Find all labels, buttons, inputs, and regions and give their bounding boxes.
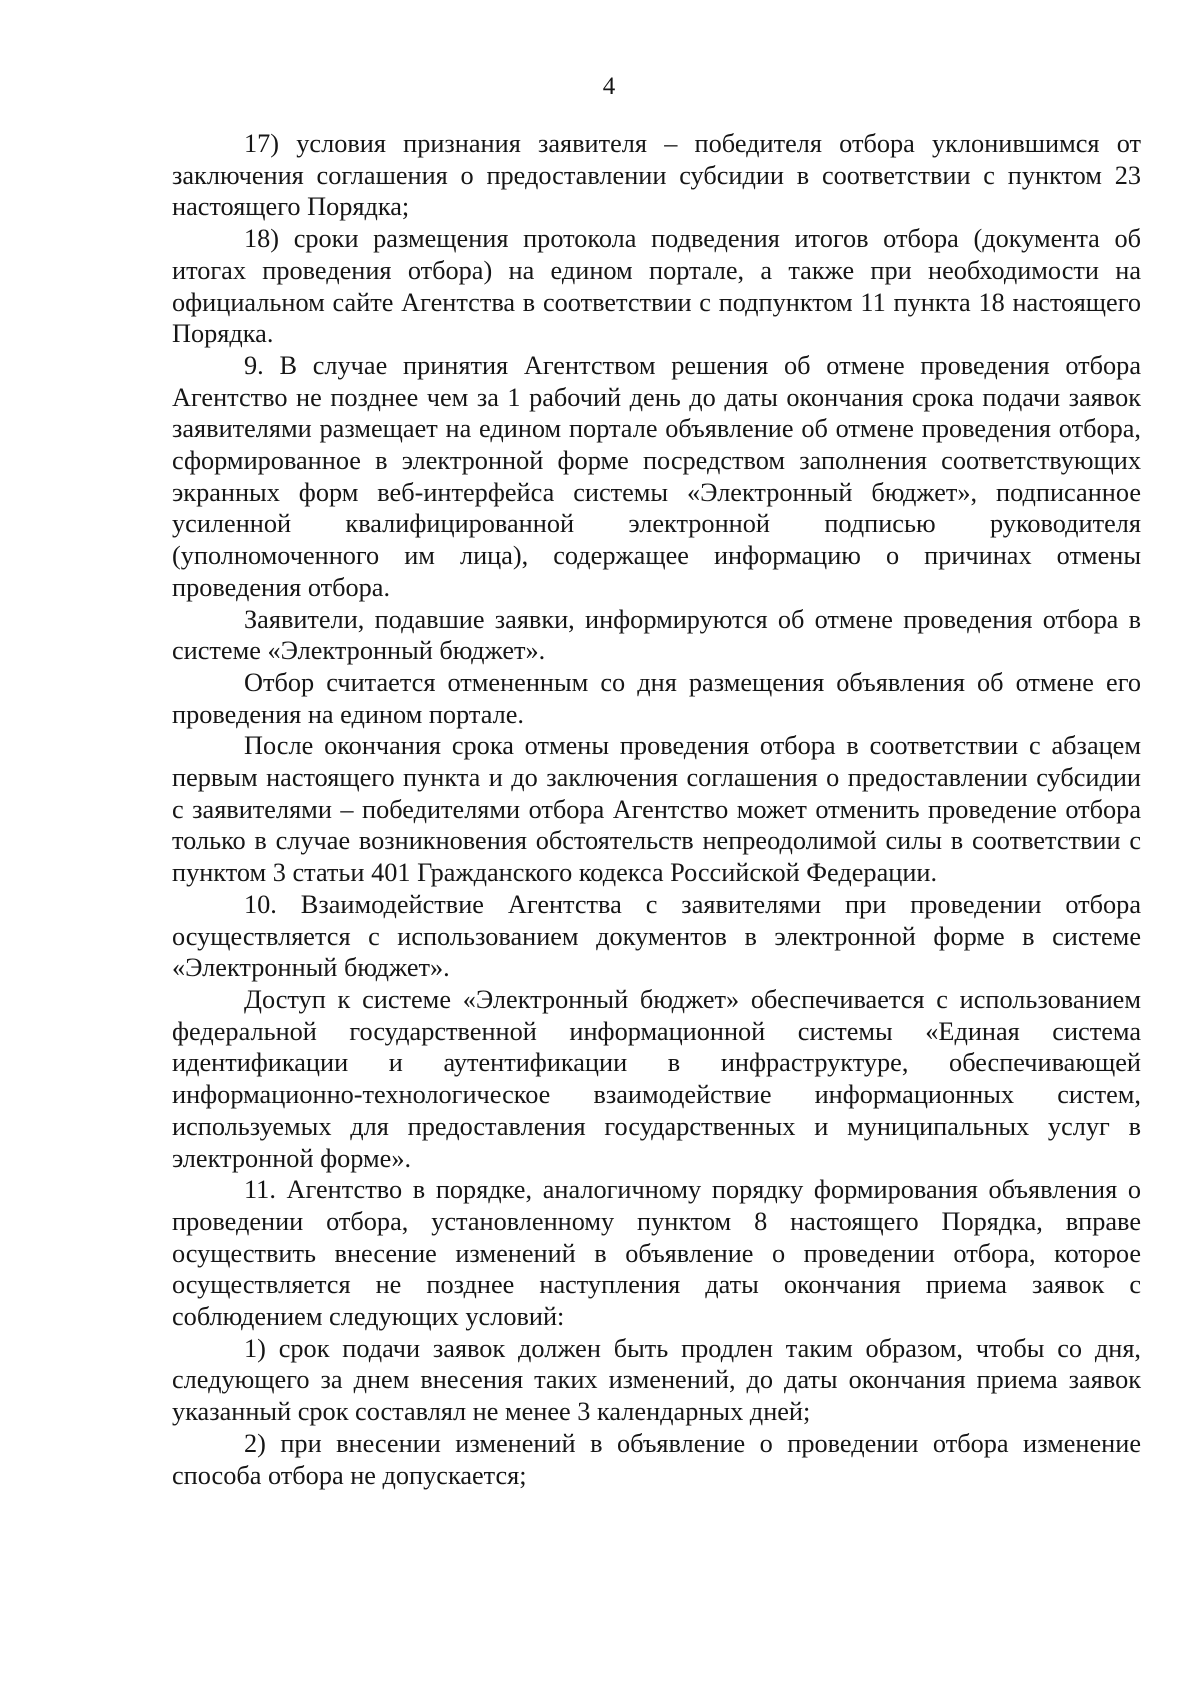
paragraph-18-protocol-terms: 18) сроки размещения протокола подведения итогов отбора (документа об итогах проведения отбора) на едином портале, а также при необходимости на официальном сайте Агентства в соответствии с подпунктом 11 пункта 18 настоящего Порядка.	[172, 224, 1141, 349]
paragraph-system-access: Доступ к системе «Электронный бюджет» обеспечивается с использованием федеральной государственной информационной системы «Единая система идентификации и аутентификации в инфраструктуре, обеспечивающей информационно-технологическое взаимодействие информационных систем, используемых для предоставления государственных и муниципальных услуг в электронной форме».	[172, 984, 1141, 1173]
paragraph-selection-cancelled: Отбор считается отмененным со дня размещения объявления об отмене его проведения на едином портале.	[172, 667, 1141, 729]
paragraph-applicants-informed: Заявители, подавшие заявки, информируются об отмене проведения отбора в системе «Электронный бюджет».	[172, 604, 1141, 666]
document-body	[172, 128, 1141, 1491]
paragraph-condition-2: 2) при внесении изменений в объявление о проведении отбора изменение способа отбора не допускается;	[172, 1428, 1141, 1490]
paragraph-force-majeure: После окончания срока отмены проведения отбора в соответствии с абзацем первым настоящего пункта и до заключения соглашения о предоставлении субсидии с заявителями – победителями отбора Агентство может отменить проведение отбора только в случае возникновения обстоятельств непреодолимой силы в соответствии с пунктом 3 статьи 401 Гражданского кодекса Российской Федерации.	[172, 731, 1141, 888]
paragraph-17-refusal-conditions: 17) условия признания заявителя – победителя отбора уклонившимся от заключения соглашения о предоставлении субсидии в соответствии с пунктом 23 настоящего Порядка;	[172, 129, 1141, 222]
paragraph-9-cancellation: 9. В случае принятия Агентством решения об отмене проведения отбора Агентство не позднее чем за 1 рабочий день до даты окончания срока подачи заявок заявителями размещает на едином портале объявление об отмене проведения отбора, сформированное в электронной форме посредством заполнения соответствующих экранных форм веб-интерфейса системы «Электронный бюджет», подписанное усиленной квалифицированной электронной подписью руководителя (уполномоченного им лица), содержащее информацию о причинах отмены проведения отбора.	[172, 350, 1141, 602]
paragraph-11-amendments: 11. Агентство в порядке, аналогичному порядку формирования объявления о проведении отбора, установленному пунктом 8 настоящего Порядка, вправе осуществить внесение изменений в объявление о проведении отбора, которое осуществляется не позднее наступления даты окончания приема заявок с соблюдением следующих условий:	[172, 1175, 1141, 1332]
paragraph-10-interaction: 10. Взаимодействие Агентства с заявителями при проведении отбора осуществляется с использованием документов в электронной форме в системе «Электронный бюджет».	[172, 889, 1141, 983]
paragraph-condition-1: 1) срок подачи заявок должен быть продлен таким образом, чтобы со дня, следующего за днем внесения таких изменений, до даты окончания приема заявок указанный срок составлял не менее 3 календарных дней;	[172, 1333, 1141, 1427]
page-number: 4	[602, 73, 616, 100]
